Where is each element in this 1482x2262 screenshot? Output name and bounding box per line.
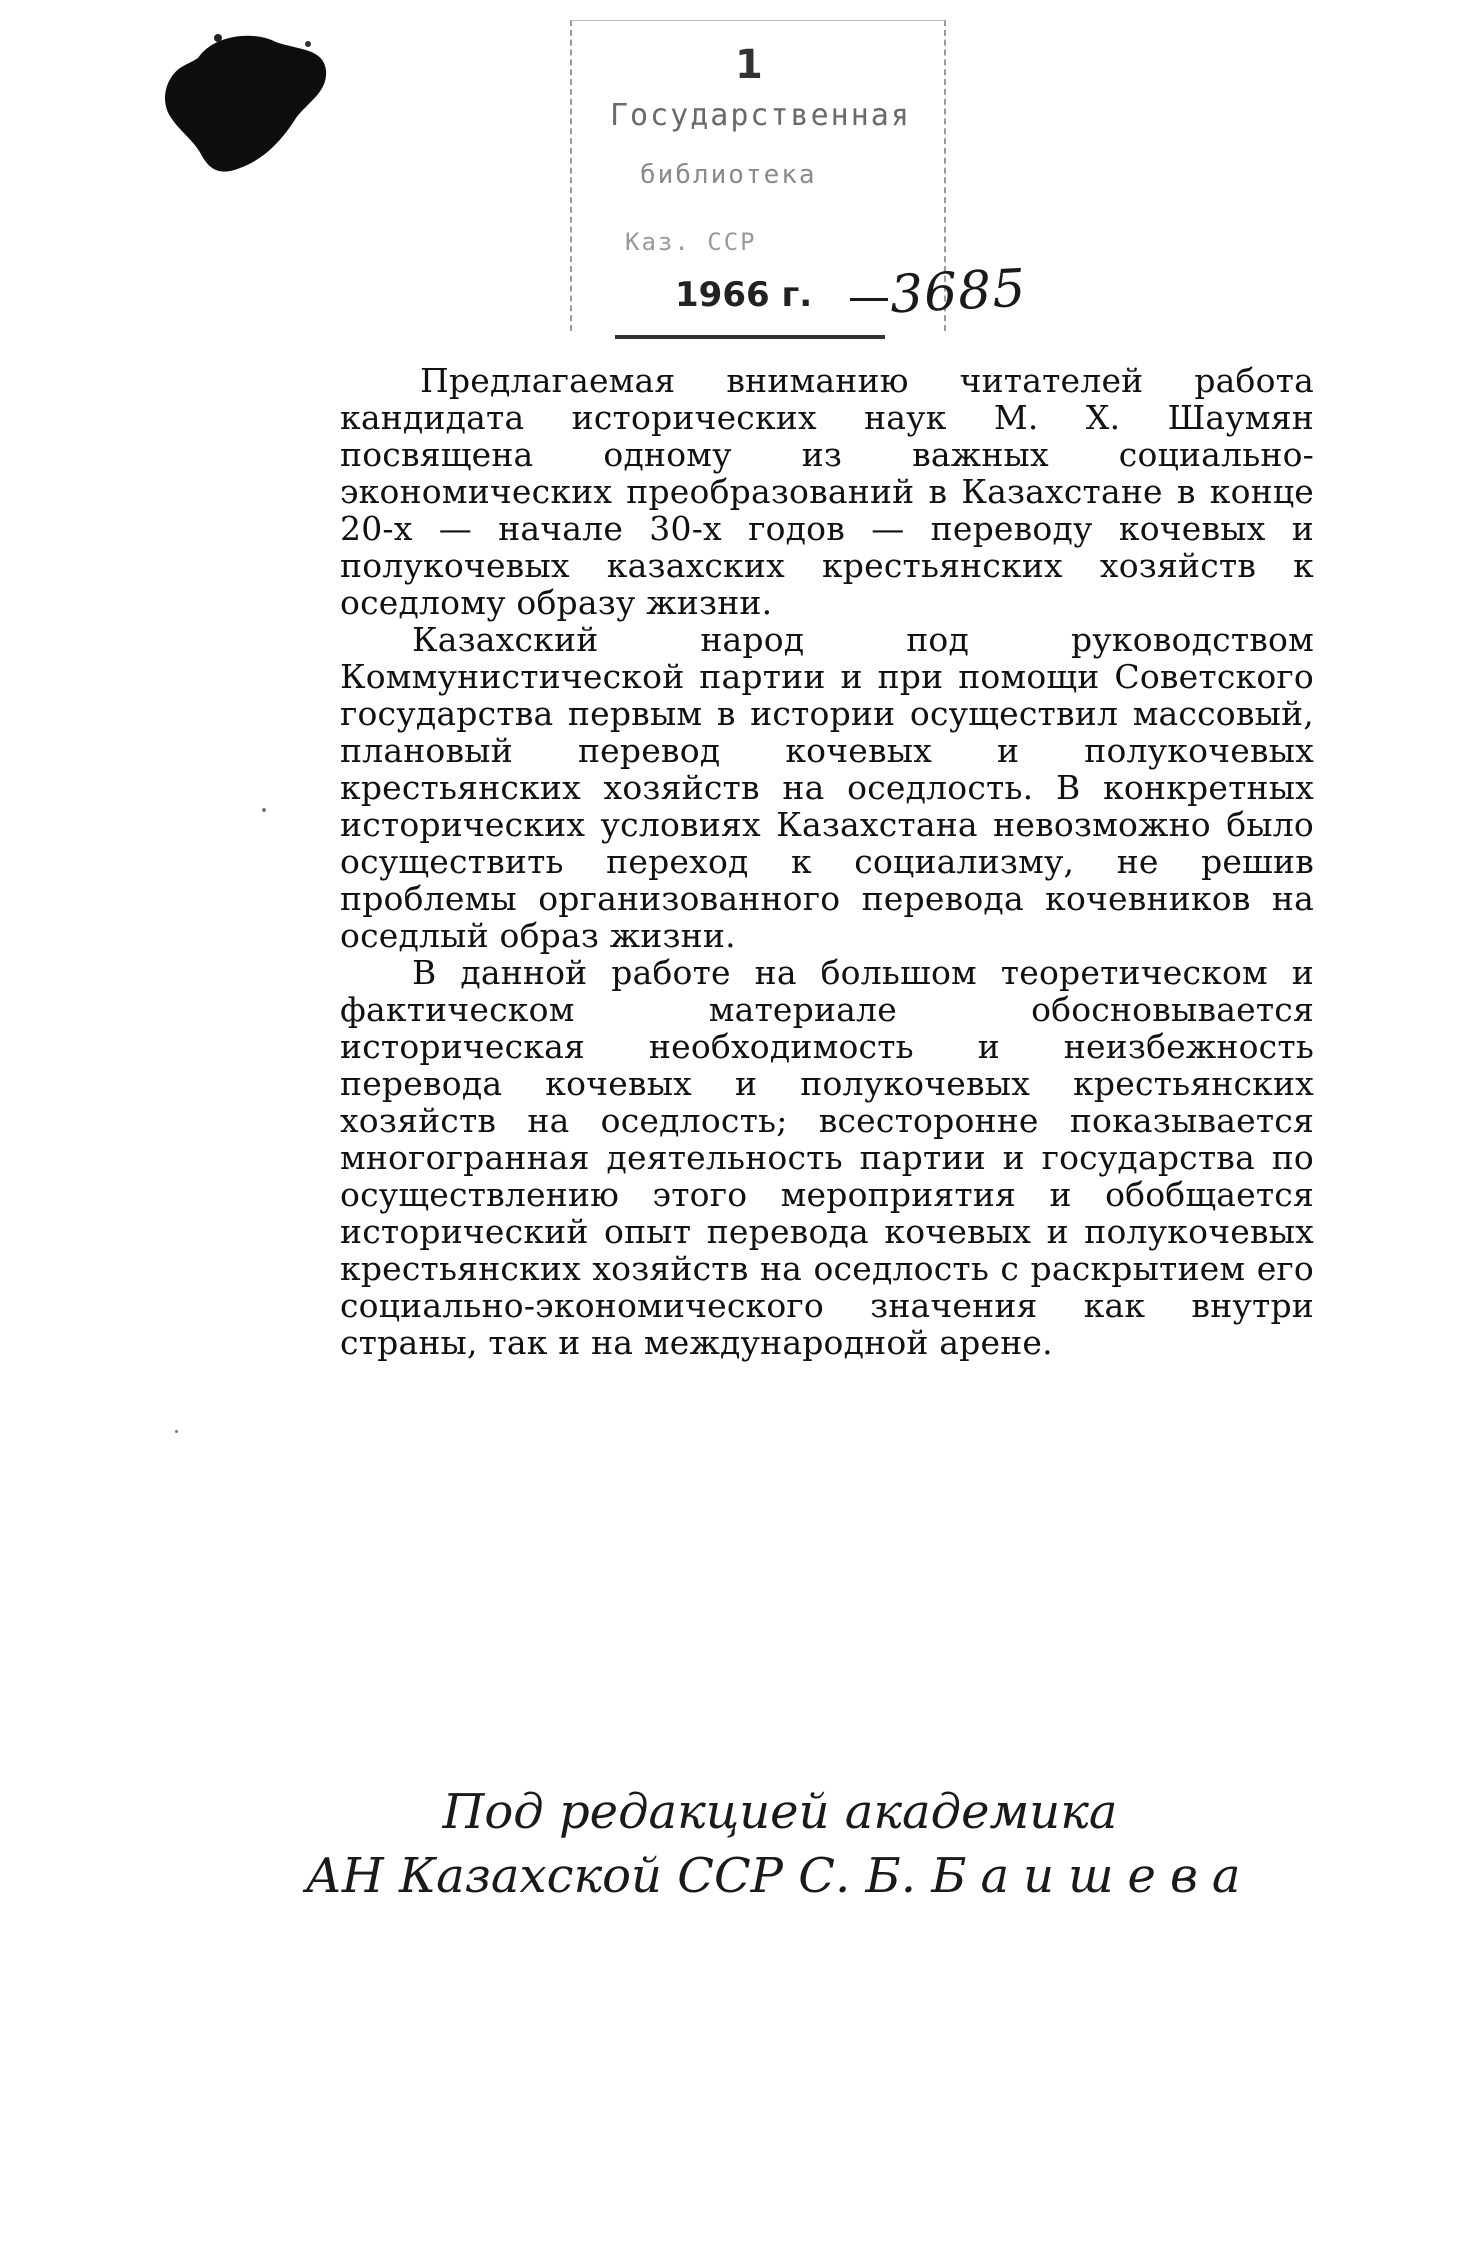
ink-blot [158,30,328,180]
scan-speck [262,808,266,812]
stamp-underline [615,335,885,339]
editor-title: АН Казахской ССР С. Б. [305,1848,916,1904]
editor-line-1: Под редакцией академика [442,1784,1118,1840]
abstract-text [340,362,1314,1361]
editor-surname: Баишева [931,1848,1255,1904]
abstract-paragraph-3: В данной работе на большом теоретическом и фактическом материале обосновывается историческая необходимость и неизбежность перевода кочевых и полукочевых крестьянских хозяйств на оседлость; всесторонне показывается многогранная деятельность партии и государства по осуществлению этого мероприятия и обобщается исторический опыт перевода кочевых и полукочевых крестьянских хозяйств на оседлость с раскрытием его социально-экономического значения как внутри страны, так и на международной арене. [340,953,1314,1362]
abstract-paragraph-2: Казахский народ под руководством Коммунистической партии и при помощи Советского государства первым в истории осуществил массовый, плановый перевод кочевых и полукочевых крестьянских хозяйств на оседлость. В конкретных исторических условиях Казахстана невозможно было осуществить переход к социализму, не решив проблемы организованного перевода кочевников на оседлый образ жизни. [340,620,1314,955]
editor-credit [300,1780,1260,1908]
stamp-number: 1 [735,42,763,88]
scan-speck [175,1430,178,1433]
stamp-library-name: Государственная [610,98,911,133]
inventory-dash [850,298,888,301]
stamp-republic: Каз. ССР [625,228,757,256]
inventory-number: 3685 [888,258,1028,326]
abstract-paragraph-1: Предлагаемая вниманию читателей работа кандидата исторических наук М. Х. Шаумян посвящена одному из важных социально-экономических преобразований в Казахстане в конце 20-х — начале 30-х годов — переводу кочевых и полукочевых казахских крестьянских хозяйств к оседлому образу жизни. [340,361,1314,622]
editor-line-2 [300,1844,1260,1908]
stamp-year: 1966 г. [675,275,813,315]
stamp-library-type: библиотека [640,160,817,190]
